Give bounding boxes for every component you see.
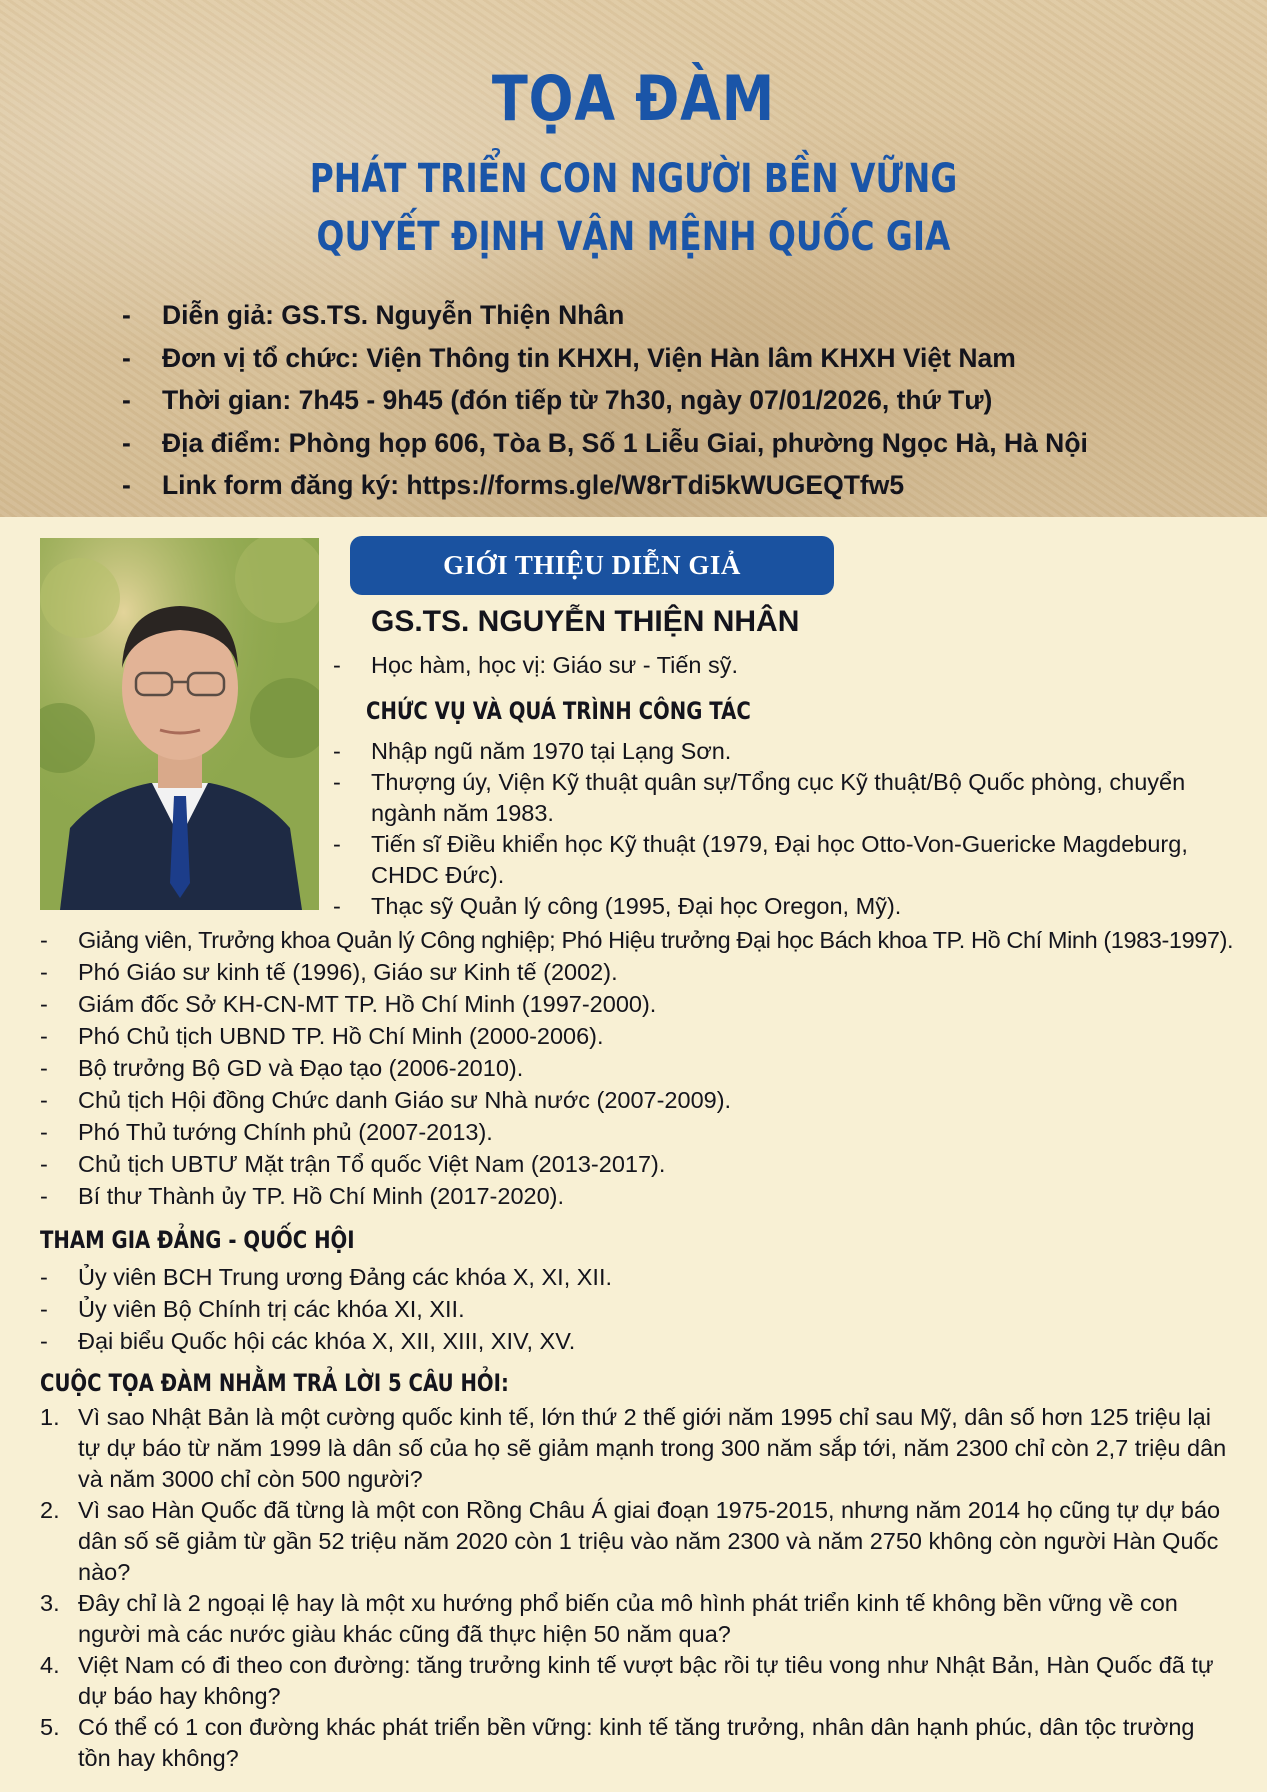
info-item-organizer: - Đơn vị tổ chức: Viện Thông tin KHXH, Viện Hàn lâm KHXH Việt Nam bbox=[122, 342, 1016, 373]
position-item: Thạc sỹ Quản lý công (1995, Đại học Oregon, Mỹ). bbox=[371, 893, 902, 919]
position-item: - Bộ trưởng Bộ GD và Đạo tạo (2006-2010). bbox=[40, 1055, 524, 1081]
questions-heading: CUỘC TỌA ĐÀM NHẰM TRẢ LỜI 5 CÂU HỎI: bbox=[40, 1369, 509, 1397]
party-item: - Đại biểu Quốc hội các khóa X, XII, XIII, XIV, XV. bbox=[40, 1328, 576, 1354]
position-text: Chủ tịch Hội đồng Chức danh Giáo sư Nhà nước (2007-2009). bbox=[78, 1087, 732, 1113]
positions-heading: CHỨC VỤ VÀ QUÁ TRÌNH CÔNG TÁC bbox=[366, 697, 751, 725]
speaker-name: GS.TS. NGUYỄN THIỆN NHÂN bbox=[371, 605, 800, 638]
position-dash: - bbox=[333, 769, 341, 795]
position-item: - Phó Giáo sư kinh tế (1996), Giáo sư Kinh tế (2002). bbox=[40, 959, 618, 985]
position-text: Bí thư Thành ủy TP. Hồ Chí Minh (2017-2020). bbox=[78, 1183, 565, 1209]
event-title: TỌA ĐÀM bbox=[491, 62, 776, 135]
event-subtitle-line1: PHÁT TRIỂN CON NGƯỜI BỀN VỮNG bbox=[309, 156, 958, 202]
position-item: - Chủ tịch UBTƯ Mặt trận Tổ quốc Việt Nam (2013-2017). bbox=[40, 1151, 666, 1177]
position-item: - Phó Thủ tướng Chính phủ (2007-2013). bbox=[40, 1119, 493, 1145]
info-speaker-text: Diễn giả: GS.TS. Nguyễn Thiện Nhân bbox=[162, 300, 625, 330]
party-text: Ủy viên BCH Trung ương Đảng các khóa X, XI, XII. bbox=[78, 1264, 613, 1290]
position-text: Giảng viên, Trưởng khoa Quản lý Công nghiệp; Phó Hiệu trưởng Đại học Bách khoa TP. Hồ Chí Minh (1983-1997). bbox=[78, 927, 1234, 953]
question-text: Vì sao Nhật Bản là một cường quốc kinh tế, lớn thứ 2 thế giới năm 1995 chỉ sau Mỹ, dân số hơn 125 triệu lại tự dự báo từ năm 1999 là dân số của họ sẽ giảm mạnh trong 300 năm sắp tới, năm 2300 chỉ còn 2,7 triệu dân và năm 3000 chỉ còn 500 người? bbox=[78, 1404, 1227, 1492]
positions-list bbox=[40, 924, 1233, 1212]
party-list bbox=[40, 1261, 612, 1357]
event-subtitle-line2: QUYẾT ĐỊNH VẬN MỆNH QUỐC GIA bbox=[316, 214, 951, 260]
questions-list bbox=[40, 1402, 1230, 1774]
position-item: - Giảng viên, Trưởng khoa Quản lý Công nghiệp; Phó Hiệu trưởng Đại học Bách khoa TP. Hồ Chí Minh (1983-1997). bbox=[40, 927, 1234, 953]
position-text: Phó Thủ tướng Chính phủ (2007-2013). bbox=[78, 1119, 493, 1145]
info-time-text: Thời gian: 7h45 - 9h45 (đón tiếp từ 7h30, ngày 07/01/2026, thứ Tư) bbox=[162, 385, 993, 415]
question-item: 2. Vì sao Hàn Quốc đã từng là một con Rồng Châu Á giai đoạn 1975-2015, nhưng năm 2014 họ cũng tự dự báo dân số sẽ giảm từ gần 52 triệu năm 2020 còn 1 triệu vào năm 2300 và năm 2750 không còn người Hàn Quốc nào? bbox=[40, 1497, 1221, 1585]
info-item-registration[interactable]: - Link form đăng ký: https://forms.gle/W8rTdi5kWUGEQTfw5 bbox=[122, 470, 905, 500]
position-text: Giám đốc Sở KH-CN-MT TP. Hồ Chí Minh (1997-2000). bbox=[78, 991, 657, 1017]
position-item: Thượng úy, Viện Kỹ thuật quân sự/Tổng cục Kỹ thuật/Bộ Quốc phòng, chuyển ngành năm 1983. bbox=[371, 769, 1186, 826]
speaker-degree: Học hàm, học vị: Giáo sư - Tiến sỹ. bbox=[371, 652, 739, 678]
position-item: Nhập ngũ năm 1970 tại Lạng Sơn. bbox=[371, 738, 732, 764]
question-text: Đây chỉ là 2 ngoại lệ hay là một xu hướng phổ biến của mô hình phát triển kinh tế không bền vững về con người mà các nước giàu khác cũng đã thực hiện 50 năm qua? bbox=[78, 1590, 1178, 1647]
position-dash: - bbox=[333, 738, 341, 764]
party-text: Ủy viên Bộ Chính trị các khóa XI, XII. bbox=[78, 1296, 465, 1322]
degree-dash: - bbox=[333, 652, 341, 678]
speaker-intro-badge: GIỚI THIỆU DIỄN GIẢ bbox=[350, 536, 834, 595]
position-item: - Phó Chủ tịch UBND TP. Hồ Chí Minh (2000-2006). bbox=[40, 1023, 604, 1049]
position-text: Chủ tịch UBTƯ Mặt trận Tổ quốc Việt Nam (2013-2017). bbox=[78, 1151, 666, 1177]
speaker-portrait bbox=[40, 538, 319, 910]
party-item: - Ủy viên Bộ Chính trị các khóa XI, XII. bbox=[40, 1296, 465, 1322]
position-item: - Chủ tịch Hội đồng Chức danh Giáo sư Nhà nước (2007-2009). bbox=[40, 1087, 732, 1113]
question-text: Có thể có 1 con đường khác phát triển bền vững: kinh tế tăng trưởng, nhân dân hạnh phúc, dân tộc trường tồn hay không? bbox=[78, 1714, 1195, 1771]
question-text: Vì sao Hàn Quốc đã từng là một con Rồng Châu Á giai đoạn 1975-2015, nhưng năm 2014 họ cũng tự dự báo dân số sẽ giảm từ gần 52 triệu năm 2020 còn 1 triệu vào năm 2300 và năm 2750 không còn người Hàn Quốc nào? bbox=[78, 1497, 1221, 1585]
question-item: 5. Có thể có 1 con đường khác phát triển bền vững: kinh tế tăng trưởng, nhân dân hạnh phúc, dân tộc trường tồn hay không? bbox=[40, 1714, 1195, 1771]
event-info-list bbox=[122, 294, 1088, 507]
info-location-text: Địa điểm: Phòng họp 606, Tòa B, Số 1 Liễu Giai, phường Ngọc Hà, Hà Nội bbox=[162, 427, 1088, 458]
position-text: Bộ trưởng Bộ GD và Đạo tạo (2006-2010). bbox=[78, 1055, 524, 1081]
position-item: Tiến sĩ Điều khiển học Kỹ thuật (1979, Đại học Otto-Von-Guericke Magdeburg, CHDC Đức). bbox=[371, 831, 1188, 888]
position-dash: - bbox=[333, 831, 341, 857]
header-banner bbox=[0, 0, 1267, 517]
registration-link[interactable]: Link form đăng ký: https://forms.gle/W8rTdi5kWUGEQTfw5 bbox=[162, 470, 905, 500]
info-item-time: - Thời gian: 7h45 - 9h45 (đón tiếp từ 7h30, ngày 07/01/2026, thứ Tư) bbox=[122, 385, 993, 415]
position-text: Phó Giáo sư kinh tế (1996), Giáo sư Kinh tế (2002). bbox=[78, 959, 618, 985]
info-item-speaker: - Diễn giả: GS.TS. Nguyễn Thiện Nhân bbox=[122, 300, 625, 330]
party-item: - Ủy viên BCH Trung ương Đảng các khóa X, XI, XII. bbox=[40, 1264, 613, 1290]
position-dash: - bbox=[333, 893, 341, 919]
question-item: 3. Đây chỉ là 2 ngoại lệ hay là một xu hướng phổ biến của mô hình phát triển kinh tế không bền vững về con người mà các nước giàu khác cũng đã thực hiện 50 năm qua? bbox=[40, 1590, 1178, 1647]
speaker-portrait-image bbox=[40, 538, 319, 910]
info-organizer-text: Đơn vị tổ chức: Viện Thông tin KHXH, Viện Hàn lâm KHXH Việt Nam bbox=[162, 342, 1016, 373]
question-item: 4. Việt Nam có đi theo con đường: tăng trưởng kinh tế vượt bậc rồi tự tiêu vong như Nhật Bản, Hàn Quốc đã tự dự báo hay không? bbox=[40, 1652, 1214, 1709]
party-text: Đại biểu Quốc hội các khóa X, XII, XIII, XIV, XV. bbox=[78, 1328, 576, 1354]
party-heading: THAM GIA ĐẢNG - QUỐC HỘI bbox=[40, 1226, 355, 1254]
position-item: - Giám đốc Sở KH-CN-MT TP. Hồ Chí Minh (1997-2000). bbox=[40, 991, 657, 1017]
question-text: Việt Nam có đi theo con đường: tăng trưởng kinh tế vượt bậc rồi tự tiêu vong như Nhật Bản, Hàn Quốc đã tự dự báo hay không? bbox=[78, 1652, 1214, 1709]
info-item-location: - Địa điểm: Phòng họp 606, Tòa B, Số 1 Liễu Giai, phường Ngọc Hà, Hà Nội bbox=[122, 427, 1088, 458]
question-item: 1. Vì sao Nhật Bản là một cường quốc kinh tế, lớn thứ 2 thế giới năm 1995 chỉ sau Mỹ, dân số hơn 125 triệu lại tự dự báo từ năm 1999 là dân số của họ sẽ giảm mạnh trong 300 năm sắp tới, năm 2300 chỉ còn 2,7 triệu dân và năm 3000 chỉ còn 500 người? bbox=[40, 1404, 1227, 1492]
position-item: - Bí thư Thành ủy TP. Hồ Chí Minh (2017-2020). bbox=[40, 1183, 565, 1209]
position-text: Phó Chủ tịch UBND TP. Hồ Chí Minh (2000-2006). bbox=[78, 1023, 604, 1049]
